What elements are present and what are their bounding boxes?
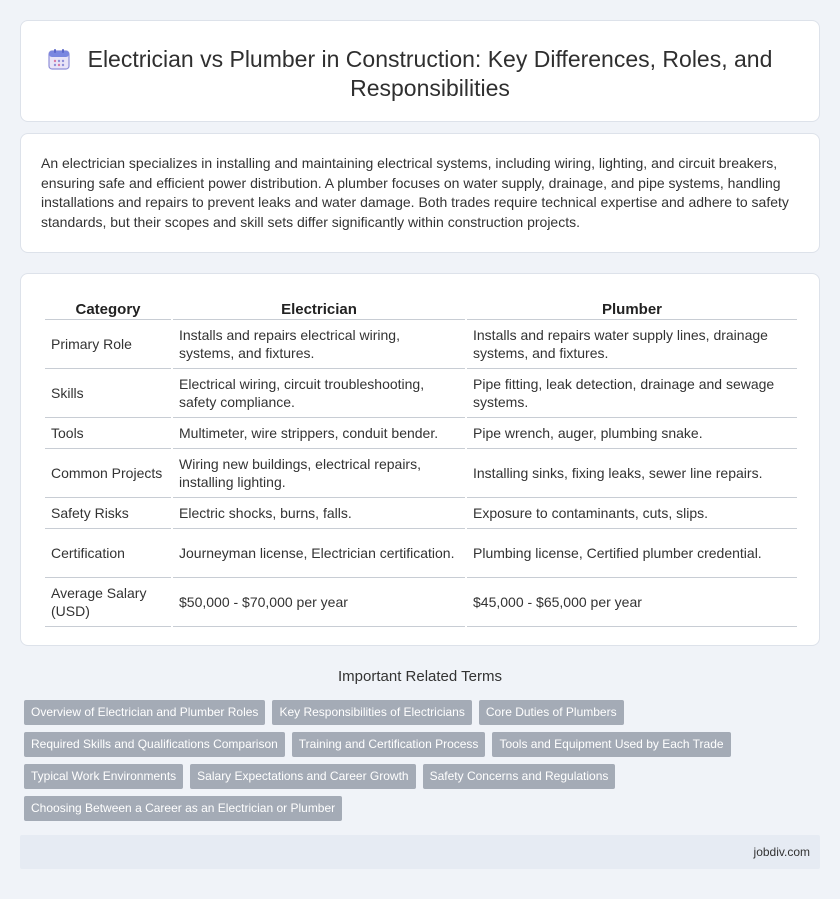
row-category: Certification [45,529,171,578]
related-term-tag[interactable]: Safety Concerns and Regulations [423,764,616,789]
comparison-table [43,290,799,627]
row-electrician: Journeyman license, Electrician certification. [173,529,465,578]
footer [20,835,820,869]
footer-site-link[interactable]: jobdiv.com [753,845,810,859]
header-category: Category [45,290,171,320]
related-term-tag[interactable]: Choosing Between a Career as an Electrician or Plumber [24,796,342,821]
row-plumber: Pipe fitting, leak detection, drainage and sewage systems. [467,369,797,418]
row-category: Tools [45,418,171,449]
table-row [45,418,797,449]
row-electrician: Multimeter, wire strippers, conduit bender. [173,418,465,449]
header-card [20,20,820,122]
related-term-tag[interactable]: Tools and Equipment Used by Each Trade [492,732,730,757]
table-row [45,320,797,369]
row-electrician: Electrical wiring, circuit troubleshooting, safety compliance. [173,369,465,418]
intro-paragraph: An electrician specializes in installing and maintaining electrical systems, including wiring, lighting, and circuit breakers, ensuring safe and efficient power distribution. A plumber focuses on water supply, drainage, and pipe systems, handling installations and repairs to prevent leaks and water damage. Both trades require technical expertise and adhere to safety standards, but their scopes and skill sets differ significantly within construction projects. [41,155,789,230]
row-category: Average Salary (USD) [45,578,171,627]
related-term-tag[interactable]: Typical Work Environments [24,764,183,789]
related-term-tag[interactable]: Overview of Electrician and Plumber Roles [24,700,265,725]
row-electrician: Installs and repairs electrical wiring, systems, and fixtures. [173,320,465,369]
page-title: Electrician vs Plumber in Construction: Key Differences, Roles, and Responsibilities [87,46,773,101]
row-plumber: Exposure to contaminants, cuts, slips. [467,498,797,529]
related-term-tag[interactable]: Required Skills and Qualifications Comparison [24,732,285,757]
related-term-tag[interactable]: Training and Certification Process [292,732,486,757]
table-row [45,449,797,498]
table-header-row [45,290,797,320]
table-row [45,498,797,529]
row-electrician: Electric shocks, burns, falls. [173,498,465,529]
row-plumber: Plumbing license, Certified plumber credential. [467,529,797,578]
row-plumber: Pipe wrench, auger, plumbing snake. [467,418,797,449]
table-row [45,578,797,627]
header-electrician: Electrician [173,290,465,320]
row-plumber: $45,000 - $65,000 per year [467,578,797,627]
row-electrician: Wiring new buildings, electrical repairs, installing lighting. [173,449,465,498]
row-category: Common Projects [45,449,171,498]
related-terms-title: Important Related Terms [338,668,502,685]
row-plumber: Installing sinks, fixing leaks, sewer line repairs. [467,449,797,498]
table-row [45,529,797,578]
row-category: Skills [45,369,171,418]
header-plumber: Plumber [467,290,797,320]
row-category: Primary Role [45,320,171,369]
row-electrician: $50,000 - $70,000 per year [173,578,465,627]
intro-card [20,133,820,253]
row-plumber: Installs and repairs water supply lines, drainage systems, and fixtures. [467,320,797,369]
related-terms-list [24,700,804,828]
comparison-table-card [20,273,820,646]
related-term-tag[interactable]: Core Duties of Plumbers [479,700,624,725]
row-category: Safety Risks [45,498,171,529]
related-term-tag[interactable]: Key Responsibilities of Electricians [272,700,471,725]
related-term-tag[interactable]: Salary Expectations and Career Growth [190,764,415,789]
table-row [45,369,797,418]
